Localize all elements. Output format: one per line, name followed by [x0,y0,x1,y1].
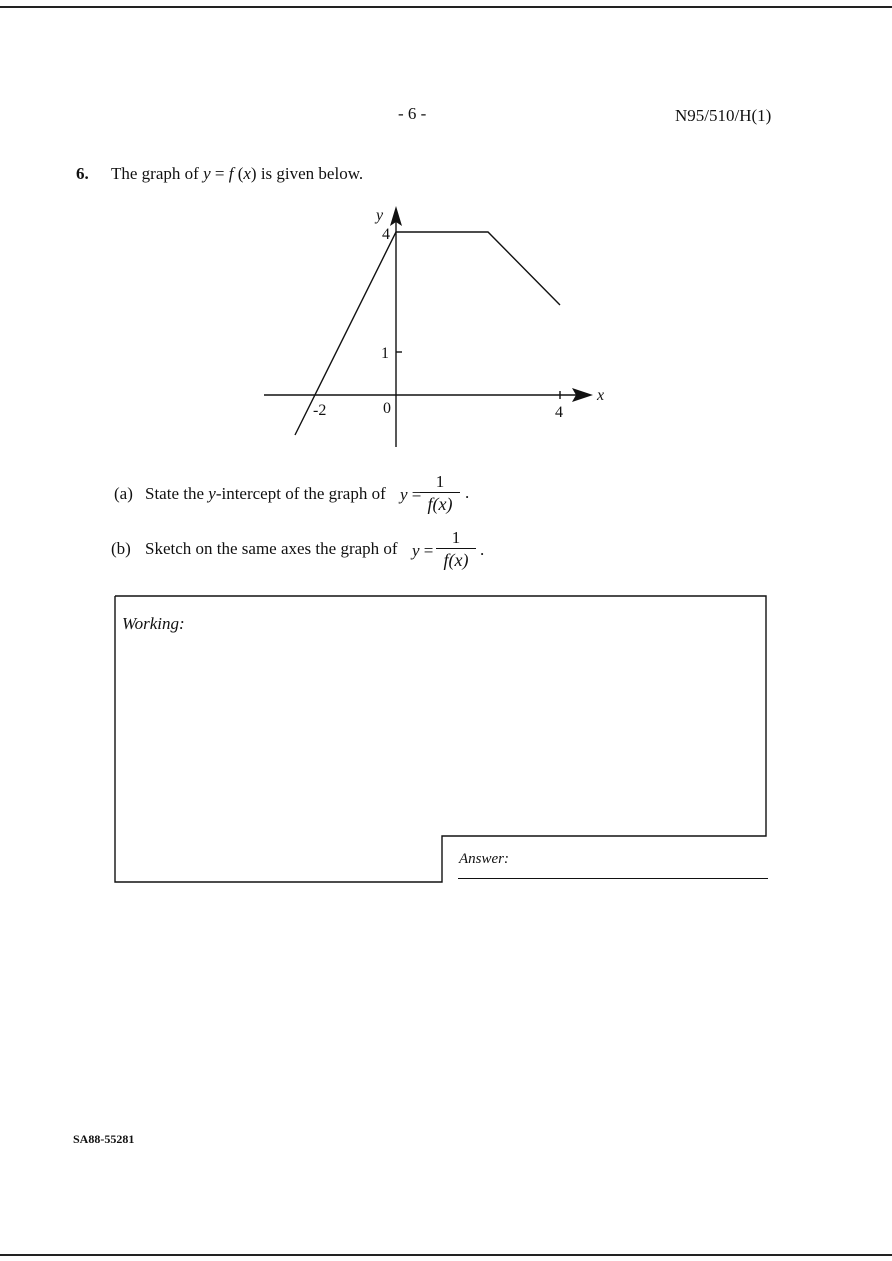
question-number: 6. [76,164,89,183]
tick-label-4: 4 [555,404,563,421]
part-a-var-y: y [208,484,216,503]
intro-paren: ( [233,164,244,183]
part-a-text-1: State the [145,484,209,503]
part-a-text-2: -intercept of the graph of [215,484,386,503]
part-a-period: . [465,483,470,502]
working-label: Working: [122,614,185,633]
intro-func-f: f [228,164,234,183]
tick-label-1: 1 [381,345,389,362]
answer-line[interactable] [458,878,768,879]
part-a-label: (a) [114,484,133,503]
paper-code: N95/510/H(1) [675,106,772,125]
tick-label-neg2: -2 [313,402,327,419]
intro-prefix: The graph of [111,164,204,183]
part-b-text: Sketch on the same axes the graph of [145,539,398,558]
intro-var-x: x [243,164,251,183]
part-b-eq-sign: = [419,541,434,560]
part-b-label: (b) [111,539,131,558]
working-box-outline [115,596,766,882]
part-a-eq-sign: = [407,485,422,504]
intro-equals: = [210,164,229,183]
part-b-eq-y: y [412,541,420,560]
part-a-denominator: f(x) [427,494,453,514]
intro-var-y: y [203,164,211,183]
footer-code: SA88-55281 [73,1132,135,1146]
bottom-rule [0,1254,892,1256]
part-a-eq-y: y [400,485,408,504]
intro-suffix: ) is given below. [250,164,364,183]
part-b-numerator: 1 [451,528,461,547]
part-b-denominator: f(x) [443,550,469,570]
tick-label-4-y: 4 [382,226,390,243]
tick-label-origin: 0 [383,400,391,417]
part-b-period: . [480,540,485,559]
y-axis-label: y [376,207,384,224]
x-axis-label: x [597,387,605,404]
part-a-numerator: 1 [435,472,445,491]
answer-label: Answer: [459,851,509,867]
page-number: - 6 - [398,104,427,123]
